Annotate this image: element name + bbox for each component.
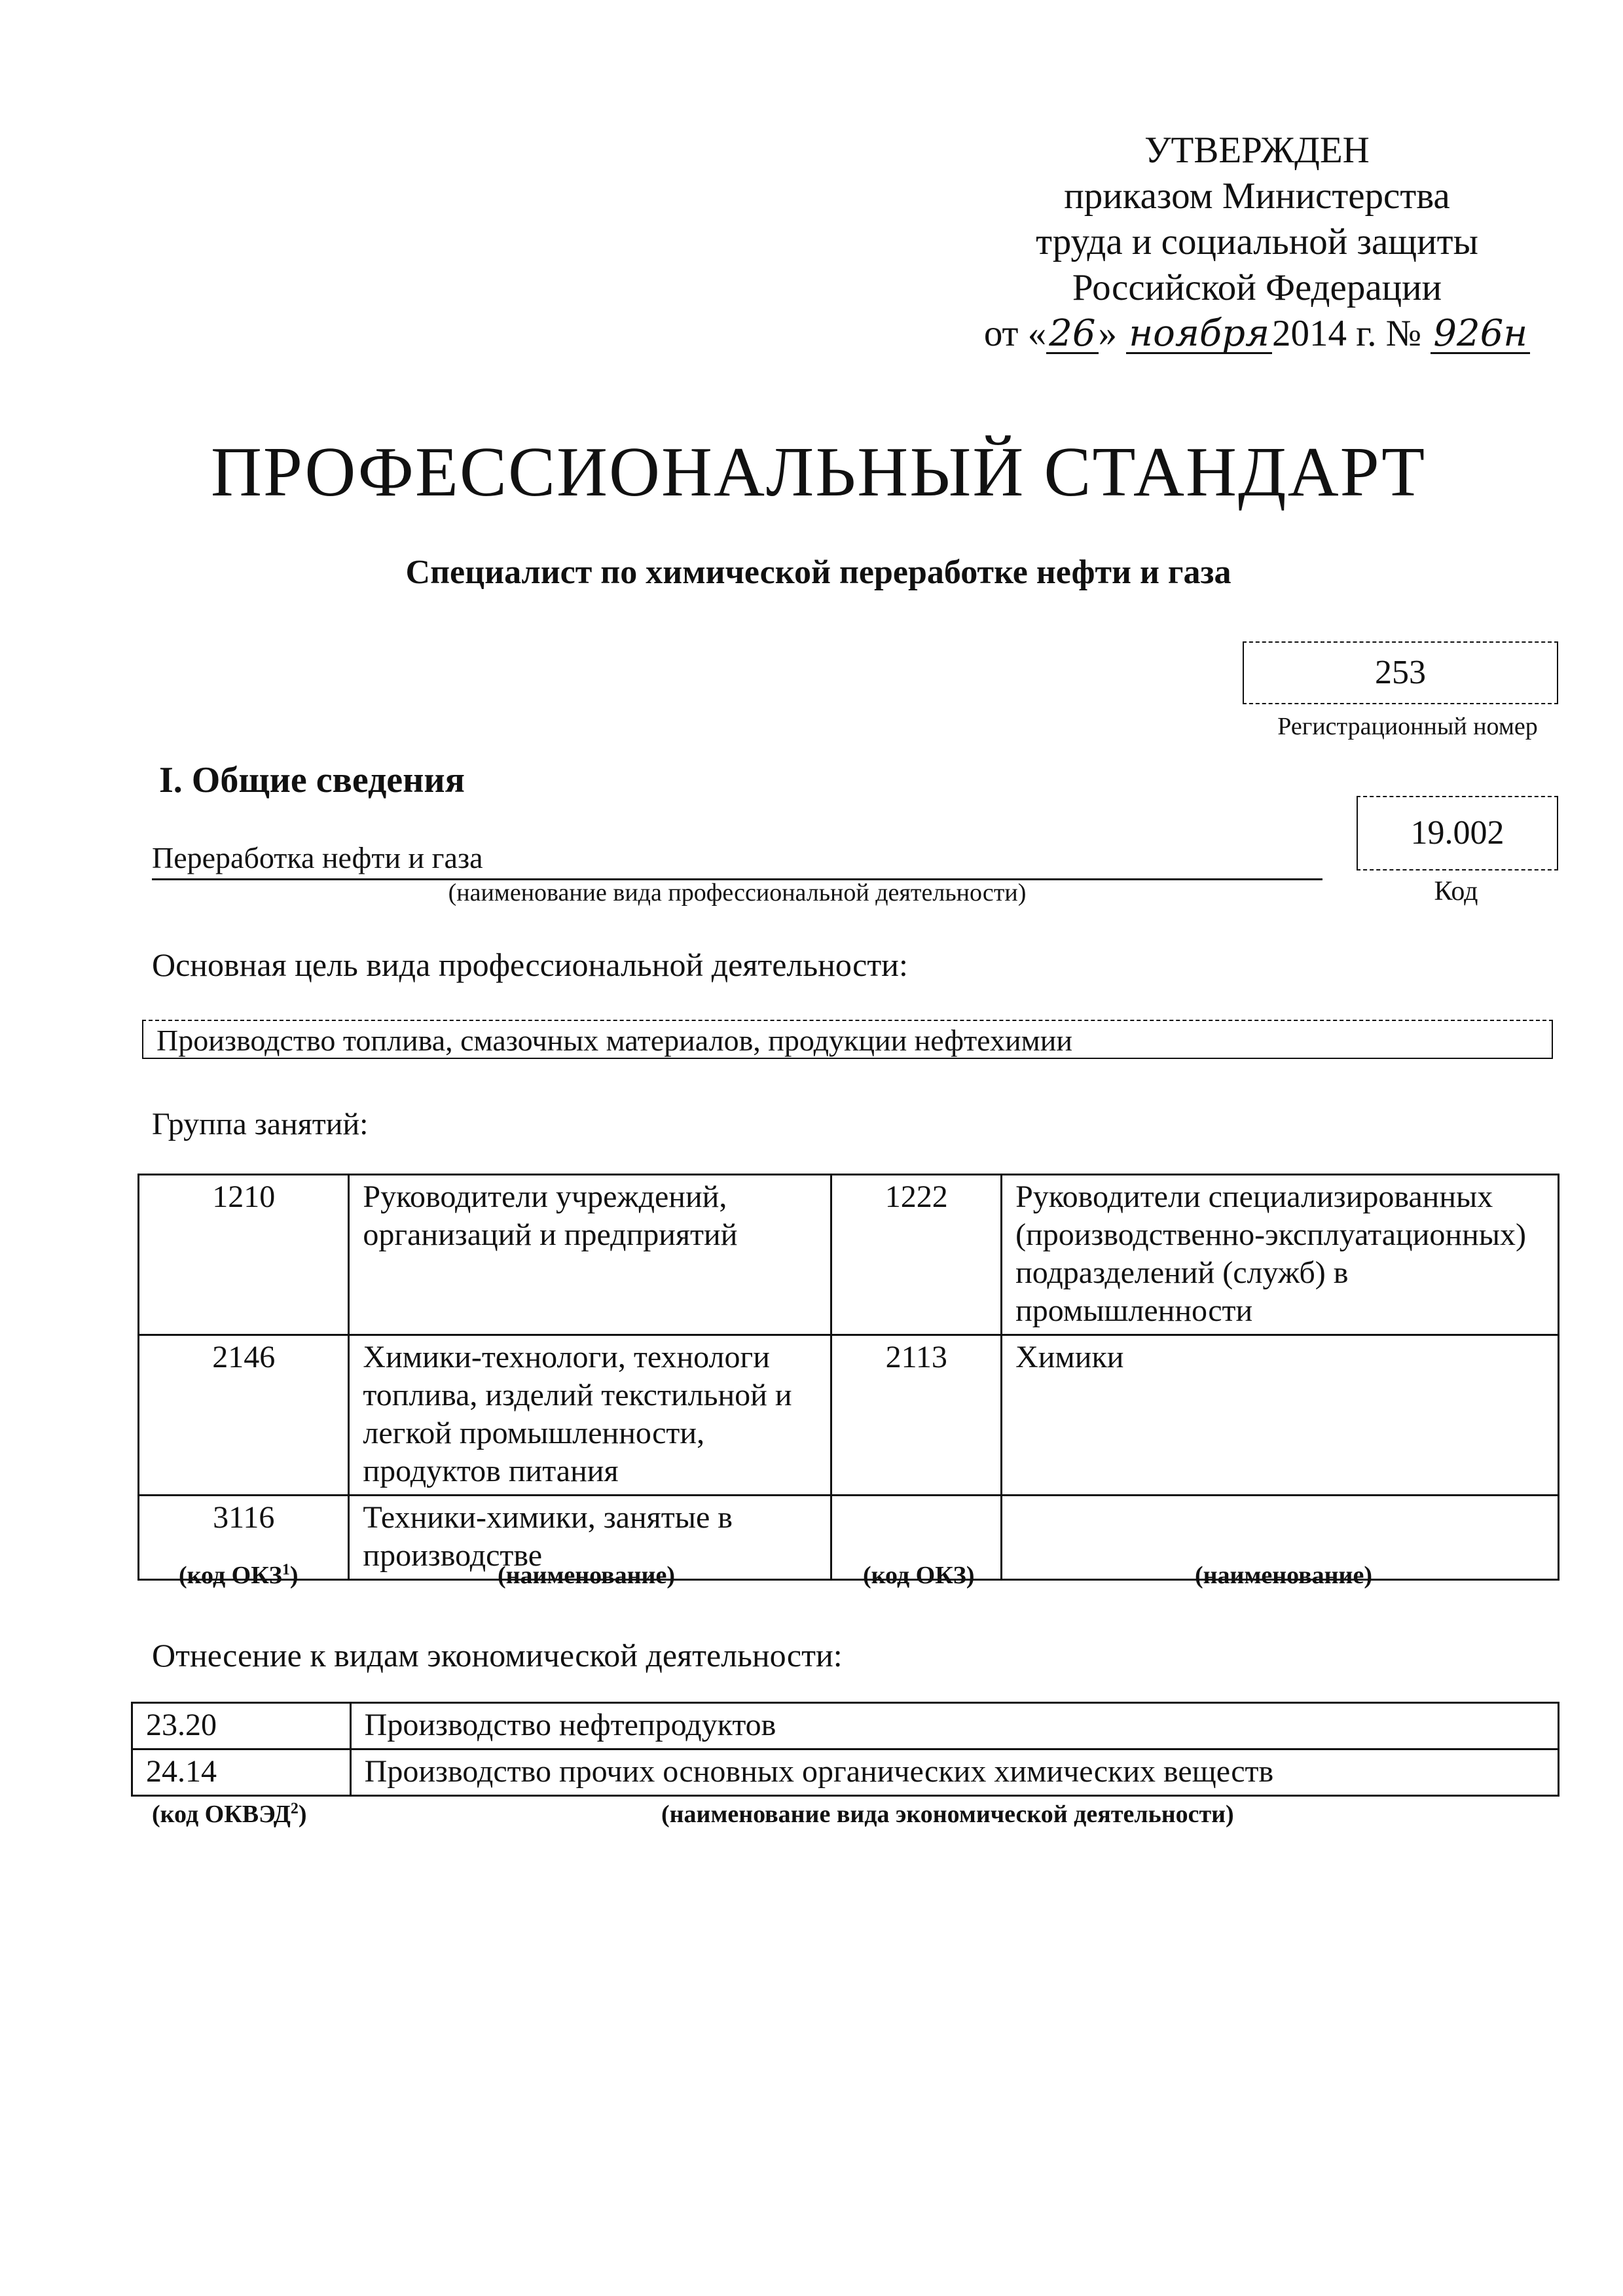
approval-order-line: приказом Министерства bbox=[1064, 175, 1450, 217]
caption-text: (код ОКВЭД bbox=[152, 1801, 291, 1828]
occupation-name-cell: Химики bbox=[1002, 1335, 1559, 1496]
occupation-group-label: Группа занятий: bbox=[152, 1107, 369, 1141]
okz-code-cell: 3116 bbox=[139, 1496, 349, 1580]
purpose-label: Основная цель вида профессиональной деятельности: bbox=[152, 946, 908, 983]
table-row bbox=[139, 1175, 1559, 1335]
footnote-mark: 1 bbox=[282, 1561, 290, 1579]
activity-code-caption: Код bbox=[1434, 876, 1478, 906]
caption-text: (код ОКЗ bbox=[179, 1562, 282, 1589]
okz-code-cell: 1210 bbox=[139, 1175, 349, 1335]
document-subtitle: Специалист по химической переработке нефти и газа bbox=[405, 554, 1231, 591]
registration-number-box: 253 bbox=[1243, 641, 1558, 704]
name-caption-left: (наименование) bbox=[498, 1562, 675, 1589]
date-year: 2014 г. № bbox=[1272, 313, 1422, 354]
date-prefix: от « bbox=[983, 313, 1047, 354]
economic-activity-label: Отнесение к видам экономической деятельности: bbox=[152, 1637, 843, 1674]
okz-code-cell: 2113 bbox=[831, 1335, 1002, 1496]
date-day-handwritten: 26 bbox=[1046, 315, 1098, 354]
activity-caption: (наименование вида профессиональной деятельности) bbox=[448, 879, 1027, 906]
occupation-table bbox=[137, 1174, 1559, 1581]
economic-activity-table bbox=[131, 1702, 1559, 1797]
okved-code-caption bbox=[152, 1800, 307, 1829]
purpose-box: Производство топлива, смазочных материалов, продукции нефтехимии bbox=[142, 1020, 1553, 1059]
approval-ministry-line: труда и социальной защиты bbox=[1036, 221, 1478, 262]
order-number-handwritten: 926н bbox=[1431, 315, 1530, 354]
okz-code-caption-right: (код ОКЗ) bbox=[863, 1562, 975, 1589]
approval-country-line: Российской Федерации bbox=[1072, 267, 1442, 308]
occupation-name-cell: Техники-химики, занятые в производстве bbox=[349, 1496, 831, 1580]
section-heading: I. Общие сведения bbox=[159, 760, 465, 800]
economic-activity-caption: (наименование вида экономической деятельности) bbox=[661, 1801, 1234, 1828]
name-caption-right: (наименование) bbox=[1195, 1562, 1372, 1589]
okz-code-cell: 2146 bbox=[139, 1335, 349, 1496]
footnote-mark: 2 bbox=[290, 1800, 299, 1818]
activity-code-box: 19.002 bbox=[1357, 796, 1558, 870]
activity-name: Переработка нефти и газа bbox=[152, 838, 1322, 880]
economic-activity-name-cell: Производство нефтепродуктов bbox=[350, 1703, 1558, 1749]
date-quote-close: » bbox=[1098, 313, 1117, 354]
document-title: ПРОФЕССИОНАЛЬНЫЙ СТАНДАРТ bbox=[210, 433, 1427, 511]
table-row bbox=[139, 1335, 1559, 1496]
table-row bbox=[132, 1749, 1559, 1796]
occupation-name-cell: Руководители специализированных (производственно-эксплуатационных) подразделений (служб) в промышленности bbox=[1002, 1175, 1559, 1335]
caption-close: ) bbox=[298, 1801, 307, 1828]
okved-code-cell: 23.20 bbox=[132, 1703, 351, 1749]
table-row bbox=[132, 1703, 1559, 1749]
economic-activity-name-cell: Производство прочих основных органических химических веществ bbox=[350, 1749, 1558, 1796]
approval-block bbox=[982, 128, 1532, 357]
okz-code-cell: 1222 bbox=[831, 1175, 1002, 1335]
okved-code-cell: 24.14 bbox=[132, 1749, 351, 1796]
date-month-handwritten: ноября bbox=[1126, 315, 1272, 354]
approval-date-line bbox=[982, 311, 1532, 357]
occupation-name-cell: Руководители учреждений, организаций и предприятий bbox=[349, 1175, 831, 1335]
approval-heading: УТВЕРЖДЕН bbox=[1144, 130, 1370, 171]
okz-code-caption-left bbox=[179, 1561, 299, 1590]
registration-number-label: Регистрационный номер bbox=[1277, 713, 1538, 740]
occupation-name-cell: Химики-технологи, технологи топлива, изделий текстильной и легкой промышленности, продуктов питания bbox=[349, 1335, 831, 1496]
caption-close: ) bbox=[289, 1562, 299, 1589]
